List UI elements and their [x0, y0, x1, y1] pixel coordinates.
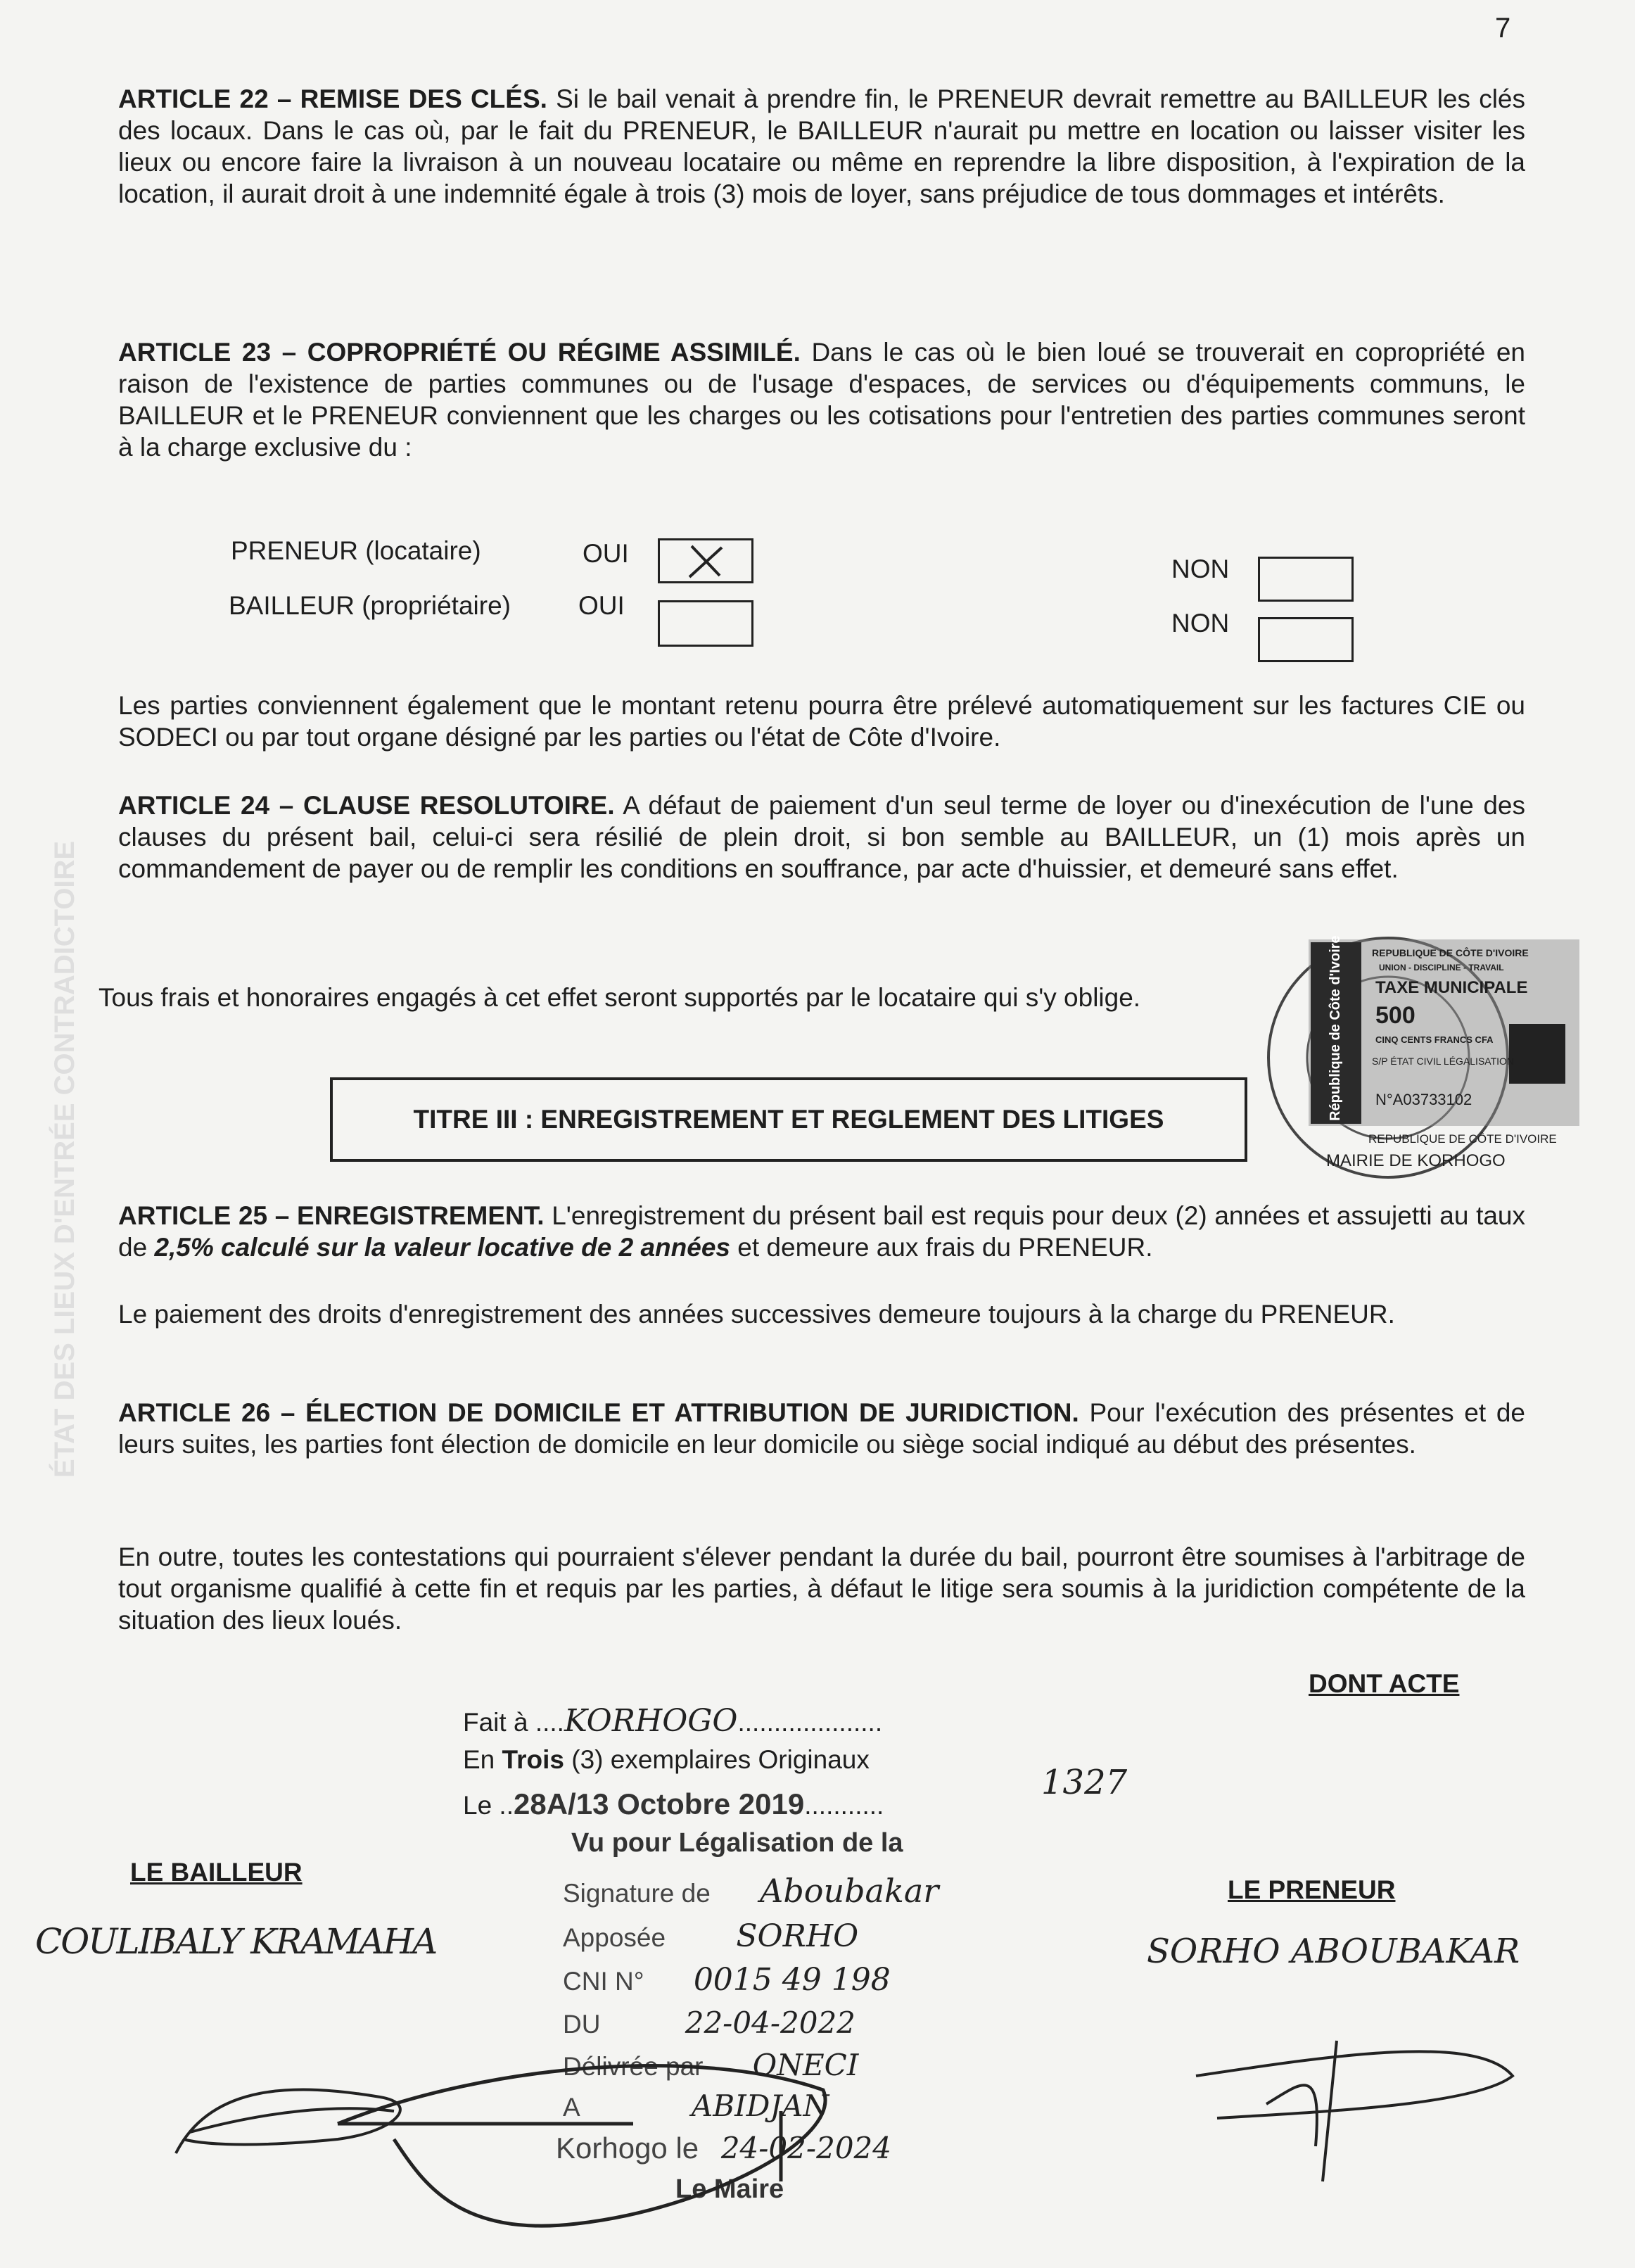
bleed-through-text: ÉTAT DES LIEUX D'ENTRÉE CONTRADICTOIRE: [49, 840, 80, 1478]
article-23-text2: Les parties conviennent également que le montant retenu pourra être prélevé automatiquement sur les factures CIE ou SODECI ou par tout organe désigné par les parties ou l'état de Côte d'Ivoire.: [118, 691, 1525, 752]
registration-number: 1327: [1041, 1763, 1128, 1802]
article-26-text2: En outre, toutes les contestations qui pourraient s'élever pendant la durée du bail, pourront être soumises à l'arbitrage de tout organisme qualifié à cette fin et requis par les parties, à défaut le litige sera soumis à la juridiction compétente de la situation des lieux loués.: [118, 1542, 1525, 1635]
row-label: DU: [563, 2010, 601, 2039]
article-24-text2: Tous frais et honoraires engagés à cet effet seront supportés par le locataire qui s'y oblige.: [98, 983, 1141, 1012]
bailleur-title: LE BAILLEUR: [130, 1858, 303, 1887]
bailleur-oui-checkbox[interactable]: [658, 600, 753, 647]
stamp-center-text: S/P ÉTAT CIVIL LÉGALISATION: [1372, 1056, 1515, 1067]
article-25-text-a: L'enregistrement du présent bail est requis pour deux (2) années et assujetti au taux de: [118, 1201, 1526, 1262]
article-26-text: Pour l'exécution des présentes et de leurs suites, les parties font élection de domicile en leur domicile ou siège social indiqué au début des présentes.: [118, 1398, 1525, 1459]
exemplaires-a: En: [463, 1745, 495, 1774]
option-bailleur-oui: OUI: [578, 591, 625, 620]
preneur-oui-checkbox[interactable]: [658, 538, 753, 583]
date-line: Le ..28A/13 Octobre 2019...........: [463, 1787, 884, 1820]
legalisation-title: Vu pour Légalisation de la: [571, 1828, 903, 1858]
signatures: [0, 1970, 1635, 2268]
page-number: 7: [1495, 13, 1511, 44]
tax-side-text: République de Côte d'Ivoire: [1328, 935, 1343, 1121]
tax-amount: 500: [1375, 1002, 1415, 1029]
option-bailleur-non: NON: [1171, 609, 1230, 638]
row-label: CNI N°: [563, 1967, 644, 1996]
fait-a-dots: ....................: [737, 1708, 883, 1737]
fait-a-value: KORHOGO: [564, 1703, 738, 1739]
titre-3: TITRE III : ENREGISTREMENT ET REGLEMENT DES LITIGES: [413, 1105, 1164, 1134]
exemplaires-line: [463, 1745, 870, 1775]
row-value: Aboubakar: [760, 1872, 939, 1910]
preneur-title: LE PRENEUR: [1228, 1875, 1396, 1904]
stamp-circle-text-bottom: MAIRIE DE KORHOGO: [1326, 1151, 1506, 1170]
article-24-text: A défaut de paiement d'un seul terme de loyer ou d'inexécution de l'une des clauses du présent bail, celui-ci sera résilié de plein droit, si bon semble au BAILLEUR, un (1) mois après un commandement de payer ou de remplir les conditions en souffrance, par acte d'huissier, et demeuré sans effet.: [118, 791, 1525, 883]
option-preneur-oui: OUI: [583, 539, 629, 568]
exemplaires-bold: Trois: [502, 1745, 564, 1774]
article-23-text: Dans le cas où le bien loué se trouverait en copropriété en raison de l'existence de parties communes ou de l'usage d'espaces, de services ou d'équipements communs, le BAILLEUR et le PRENEUR conviennent que les charges ou les cotisations pour l'entretien des parties communes seront à la charge exclusive du :: [118, 338, 1526, 462]
tax-number: N°A03733102: [1375, 1091, 1472, 1108]
row-value: ABIDJAN: [691, 2089, 829, 2123]
legalisation-footer: Le Maire: [675, 2174, 784, 2204]
article-26: [118, 1397, 1525, 1460]
article-22-text: Si le bail venait à prendre fin, le PRENEUR devrait remettre au BAILLEUR les clés des locaux. Dans le cas où, par le fait du PRENEUR, le BAILLEUR n'aurait pu mettre en location ou laisser visiter les lieux ou encore faire la livraison à un nouveau locataire ou même en reprendre la libre disposition, à l'expiration de la location, il aurait droit à une indemnité égale à trois (3) mois de loyer, sans préjudice de tous dommages et intérêts.: [118, 84, 1525, 208]
article-26-heading: ARTICLE 26 – ÉLECTION DE DOMICILE ET ATTRIBUTION DE JURIDICTION.: [118, 1398, 1079, 1427]
tax-title: TAXE MUNICIPALE: [1375, 978, 1528, 997]
article-23-heading: ARTICLE 23 – COPROPRIÉTÉ OU RÉGIME ASSIMILÉ.: [118, 338, 801, 367]
row-label: Signature de: [563, 1879, 711, 1908]
titre-3-box: [330, 1077, 1247, 1162]
exemplaires-b: (3) exemplaires Originaux: [571, 1745, 870, 1774]
bailleur-non-checkbox[interactable]: [1258, 617, 1354, 662]
option-bailleur-label: BAILLEUR (propriétaire): [229, 591, 511, 620]
article-23: [118, 336, 1525, 463]
article-24: [118, 790, 1525, 885]
date-value: 28A/13 Octobre 2019: [514, 1787, 805, 1820]
row-value: SORHO: [736, 1918, 859, 1954]
stamp-circle-text-top: REPUBLIQUE DE CÔTE D'IVOIRE: [1368, 1132, 1557, 1146]
fait-a-line: [463, 1703, 882, 1739]
article-25: [118, 1200, 1525, 1263]
preneur-non-checkbox[interactable]: [1258, 557, 1354, 602]
fiscal-stamp: [1263, 932, 1586, 1193]
option-preneur-label: PRENEUR (locataire): [231, 536, 481, 565]
article-22-heading: ARTICLE 22 – REMISE DES CLÉS.: [118, 84, 547, 113]
article-25-text-b: et demeure aux frais du PRENEUR.: [737, 1233, 1153, 1262]
row-label: A: [563, 2093, 579, 2122]
row-value: 0015 49 198: [693, 1962, 891, 1998]
article-25-heading: ARTICLE 25 – ENREGISTREMENT.: [118, 1201, 545, 1230]
mayor-signature: [338, 2066, 825, 2226]
fait-a-label: Fait à ....: [463, 1708, 564, 1737]
preneur-name: SORHO ABOUBAKAR: [1147, 1932, 1520, 1971]
row-value: 24-02-2024: [720, 2131, 891, 2165]
tax-amount-words: CINQ CENTS FRANCS CFA: [1375, 1034, 1494, 1045]
row-value: 22-04-2022: [685, 2006, 855, 2040]
article-22: [118, 83, 1525, 210]
date-label: Le ..: [463, 1791, 514, 1820]
dont-acte: DONT ACTE: [1309, 1669, 1460, 1698]
article-24-heading: ARTICLE 24 – CLAUSE RESOLUTOIRE.: [118, 791, 615, 820]
x-mark-icon: [660, 540, 751, 581]
tax-motto: UNION - DISCIPLINE - TRAVAIL: [1379, 963, 1504, 973]
article-25-text2: Le paiement des droits d'enregistrement des années successives demeure toujours à la charge du PRENEUR.: [118, 1300, 1395, 1329]
legalisation-row: [563, 1872, 939, 1910]
bailleur-signature: [176, 2090, 400, 2153]
bailleur-name: COULIBALY KRAMAHA: [35, 1921, 437, 1962]
article-25-emphasis: 2,5% calculé sur la valeur locative de 2 années: [154, 1233, 730, 1262]
row-label: Apposée: [563, 1923, 666, 1952]
tax-header: REPUBLIQUE DE CÔTE D'IVOIRE: [1372, 947, 1529, 958]
row-label: Korhogo le: [556, 2131, 699, 2165]
preneur-signature: [1196, 2041, 1513, 2181]
row-label: Délivrée par: [563, 2052, 704, 2081]
legalisation-row: [563, 1918, 858, 1954]
row-value: ONECI: [752, 2048, 859, 2082]
option-preneur-non: NON: [1171, 555, 1230, 583]
